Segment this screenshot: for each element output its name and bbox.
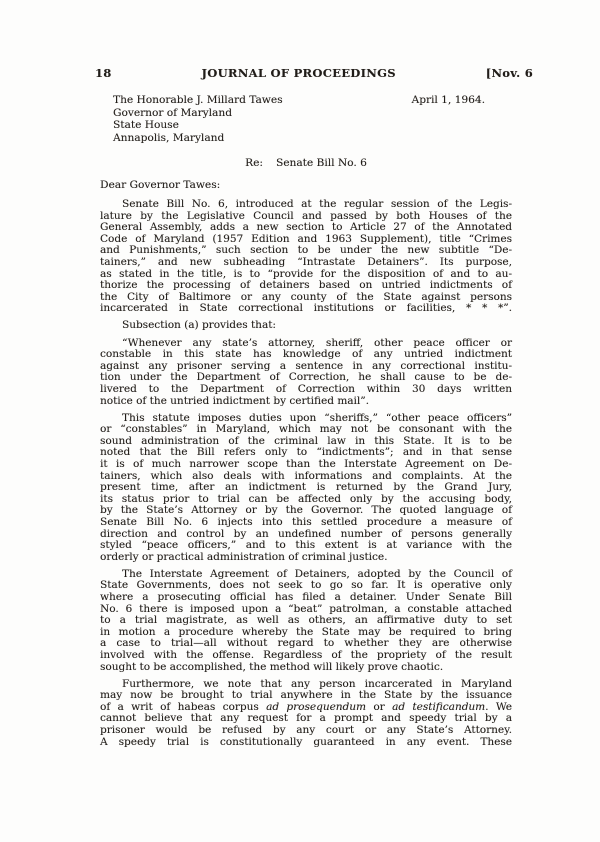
text-line: thorize the processing of detainers based on untried indictments of <box>100 279 512 292</box>
text-line: of a writ of habeas corpus ad prosequendum or ad testificandum. We <box>100 700 512 713</box>
re-line <box>100 157 512 169</box>
text-line: tainers, which also deals with informations and complaints. At the <box>100 469 512 482</box>
latin-phrase: ad testificandum <box>392 700 486 713</box>
text-line: it is of much narrower scope than the Interstate Agreement on De- <box>100 457 512 470</box>
text-line: State Governments, does not seek to go so far. It is operative only <box>100 579 512 592</box>
issue-date: [Nov. 6 <box>485 66 533 80</box>
text-line: incarcerated in State correctional institutions or facilities, * * *”. <box>100 302 512 315</box>
address-row <box>113 94 512 107</box>
text-line: lature by the Legislative Council and passed by both Houses of the <box>100 209 512 222</box>
text-line: by the State’s Attorney or by the Governor. The quoted language of <box>100 504 512 517</box>
paragraph <box>100 338 512 408</box>
paragraph <box>100 320 512 332</box>
text-line: The Interstate Agreement of Detainers, adopted by the Council of <box>122 567 512 580</box>
text-line: Furthermore, we note that any person incarcerated in Maryland <box>122 677 512 690</box>
text-line: Code of Maryland (1957 Edition and 1963 Supplement), title “Crimes <box>100 232 512 245</box>
text-line: livered to the Department of Correction within 30 days written <box>100 382 512 395</box>
text-line: sound administration of the criminal law in this State. It is to be <box>100 434 512 447</box>
text-line: This statute imposes duties upon “sheriffs,” “other peace officers” <box>122 411 512 424</box>
text-line: General Assembly, adds a new section to Article 27 of the Annotated <box>100 221 512 234</box>
salutation: Dear Governor Tawes: <box>100 179 221 191</box>
text-line: a case to trial—all without regard to whether they are otherwise <box>100 637 512 650</box>
text-line: prisoner would be refused by any court or any State’s Attorney. <box>100 724 512 737</box>
text-line: notice of the untried indictment by certified mail”. <box>100 394 369 407</box>
text-line: tion under the Department of Correction, he shall cause to be de- <box>100 371 512 384</box>
paragraph <box>100 569 512 673</box>
text-line: styled “peace officers,” and to this extent is at variance with the <box>100 539 512 552</box>
text-line: as stated in the title, is to “provide for the disposition of and to au- <box>100 267 512 280</box>
text-line: tainers,” and new subheading “Intrastate Detainers”. Its purpose, <box>100 255 512 268</box>
text-line: noted that the Bill refers only to “indictments”; and in that sense <box>100 446 512 459</box>
text-line: sought to be accomplished, the method will likely prove chaotic. <box>100 660 444 673</box>
text-line: A speedy trial is constitutionally guaranteed in any event. These <box>100 735 512 748</box>
paragraph <box>100 679 512 749</box>
letter-date: April 1, 1964. <box>411 94 485 106</box>
journal-title: JOURNAL OF PROCEEDINGS <box>201 66 396 80</box>
text-line: may now be brought to trial anywhere in the State by the issuance <box>100 689 512 702</box>
text-line: orderly or practical administration of criminal justice. <box>100 550 388 563</box>
text-line: cannot believe that any request for a prompt and speedy trial by a <box>100 712 512 725</box>
text-line: present time, after an indictment is returned by the Grand Jury, <box>100 481 512 494</box>
text-line: Senate Bill No. 6, introduced at the regular session of the Legis- <box>122 198 512 210</box>
paragraph <box>100 199 512 315</box>
running-header <box>95 66 533 80</box>
text-line: the City of Baltimore or any county of the State against persons <box>100 290 512 303</box>
latin-phrase: ad prosequendum <box>266 700 366 713</box>
recipient-line: Governor of Maryland <box>113 106 232 119</box>
text-line: direction and control by an undefined number of persons generally <box>100 527 512 540</box>
text-line: No. 6 there is imposed upon a “beat” patrolman, a constable attached <box>100 602 512 615</box>
text-line: in motion a procedure whereby the State may be required to bring <box>100 625 512 638</box>
text-line: and Punishments,” such section to be under the new subtitle “De- <box>100 244 512 257</box>
re-label: Re: <box>245 157 263 169</box>
text-line: constable in this state has knowledge of any untried indictment <box>100 348 512 361</box>
recipient-line: State House <box>113 119 179 132</box>
text-line: Senate Bill No. 6 injects into this settled procedure a measure of <box>100 515 512 528</box>
body-paragraphs <box>100 199 512 748</box>
paragraph <box>100 413 512 564</box>
recipient-line: Annapolis, Maryland <box>113 131 225 144</box>
recipient-name: The Honorable J. Millard Tawes <box>113 94 283 106</box>
text-line: “Whenever any state’s attorney, sheriff, other peace officer or <box>122 336 512 349</box>
page-number: 18 <box>95 66 112 80</box>
text-line: its status prior to trial can be affected only by the accusing body, <box>100 492 512 505</box>
re-subject: Senate Bill No. 6 <box>276 157 367 169</box>
text-line: against any prisoner serving a sentence in any correctional institu- <box>100 359 512 372</box>
text-line: Subsection (a) provides that: <box>122 319 276 332</box>
text-line: involved with the offense. Regardless of the propriety of the result <box>100 648 512 661</box>
address-block <box>113 94 512 144</box>
text-line: where a prosecuting official has filed a detainer. Under Senate Bill <box>100 591 512 603</box>
text-line: or “constables” in Maryland, which may not be consonant with the <box>100 423 512 436</box>
text-line: to a trial magistrate, as well as others, an affirmative duty to set <box>100 614 512 627</box>
